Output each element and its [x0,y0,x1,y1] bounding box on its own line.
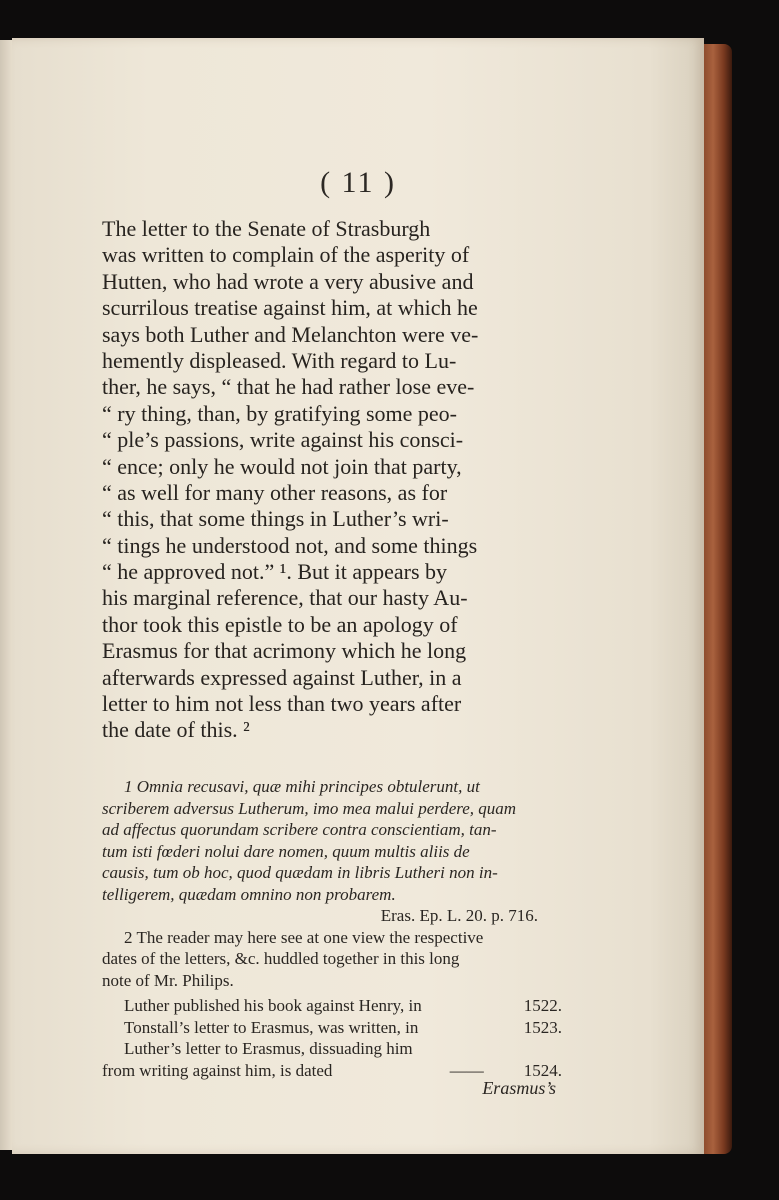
text-line: “ tings he understood not, and some things [102,532,478,558]
footnote-line: dates of the letters, &c. huddled together in this long [102,949,460,968]
footnotes [102,776,562,1081]
date-entry-text: Luther published his book against Henry, in [124,996,422,1015]
footnote-citation: Eras. Ep. L. 20. p. 716. [380,906,538,925]
date-entry-dash: —— [449,1060,484,1080]
text-line: ther, he says, “ that he had rather lose eve- [102,374,475,400]
text-line: The letter to the Senate of Strasburgh [102,216,431,241]
footnote-line: 1 Omnia recusavi, quæ mihi principes obtulerunt, ut [124,777,480,796]
text-line: afterwards expressed against Luther, in a [102,664,462,690]
text-line: the date of this. ² [102,717,250,743]
text-line: was written to complain of the asperity of [102,242,470,268]
text-line: his marginal reference, that our hasty Au- [102,585,468,611]
previous-page-edge [0,40,12,1150]
footnote-line: ad affectus quorundam scribere contra conscientiam, tan- [102,820,497,839]
footnote-line: 2 The reader may here see at one view the respective [124,927,484,947]
text-line: Hutten, who had wrote a very abusive and [102,268,474,294]
footnote-line: note of Mr. Philips. [102,970,234,990]
page-number: ( 11 ) [320,166,396,199]
text-line: “ this, that some things in Luther’s wri- [102,506,449,532]
text-line: thor took this epistle to be an apology of [102,611,458,637]
date-entry-text: Tonstall’s letter to Erasmus, was written, in [124,1017,419,1037]
main-text [102,216,562,744]
footnote-line: telligerem, quædam omnino non probarem. [102,884,396,904]
date-entry-text: Luther’s letter to Erasmus, dissuading him [124,1039,413,1058]
date-entry-year: 1524. [523,1060,562,1080]
book-page [12,38,704,1154]
text-line: Erasmus for that acrimony which he long [102,638,467,664]
date-entry-text: from writing against him, is dated [102,1060,333,1080]
text-line: “ ence; only he would not join that party, [102,453,462,479]
date-entry [102,995,562,1017]
text-line: “ ple’s passions, write against his consci- [102,427,464,453]
catchword: Erasmus’s [482,1078,556,1098]
text-line: hemently displeased. With regard to Lu- [102,347,457,373]
footnote-line: tum isti fœderi nolui dare nomen, quum multis aliis de [102,841,470,861]
text-line: “ he approved not.” ¹. But it appears by [102,559,448,585]
date-entry [102,1017,562,1039]
text-line: “ ry thing, than, by gratifying some peo- [102,400,457,426]
text-line: “ as well for many other reasons, as for [102,479,448,505]
date-entry-year: 1523. [523,1017,562,1037]
date-entry-year: 1522. [523,996,562,1015]
footnote-line: causis, tum ob hoc, quod quædam in libris Lutheri non in- [102,863,498,882]
text-line: scurrilous treatise against him, at which he [102,295,478,321]
text-line: says both Luther and Melanchton were ve- [102,321,479,347]
footnote-line: scriberem adversus Lutherum, imo mea malui perdere, quam [102,798,517,818]
text-line: letter to him not less than two years after [102,691,462,717]
